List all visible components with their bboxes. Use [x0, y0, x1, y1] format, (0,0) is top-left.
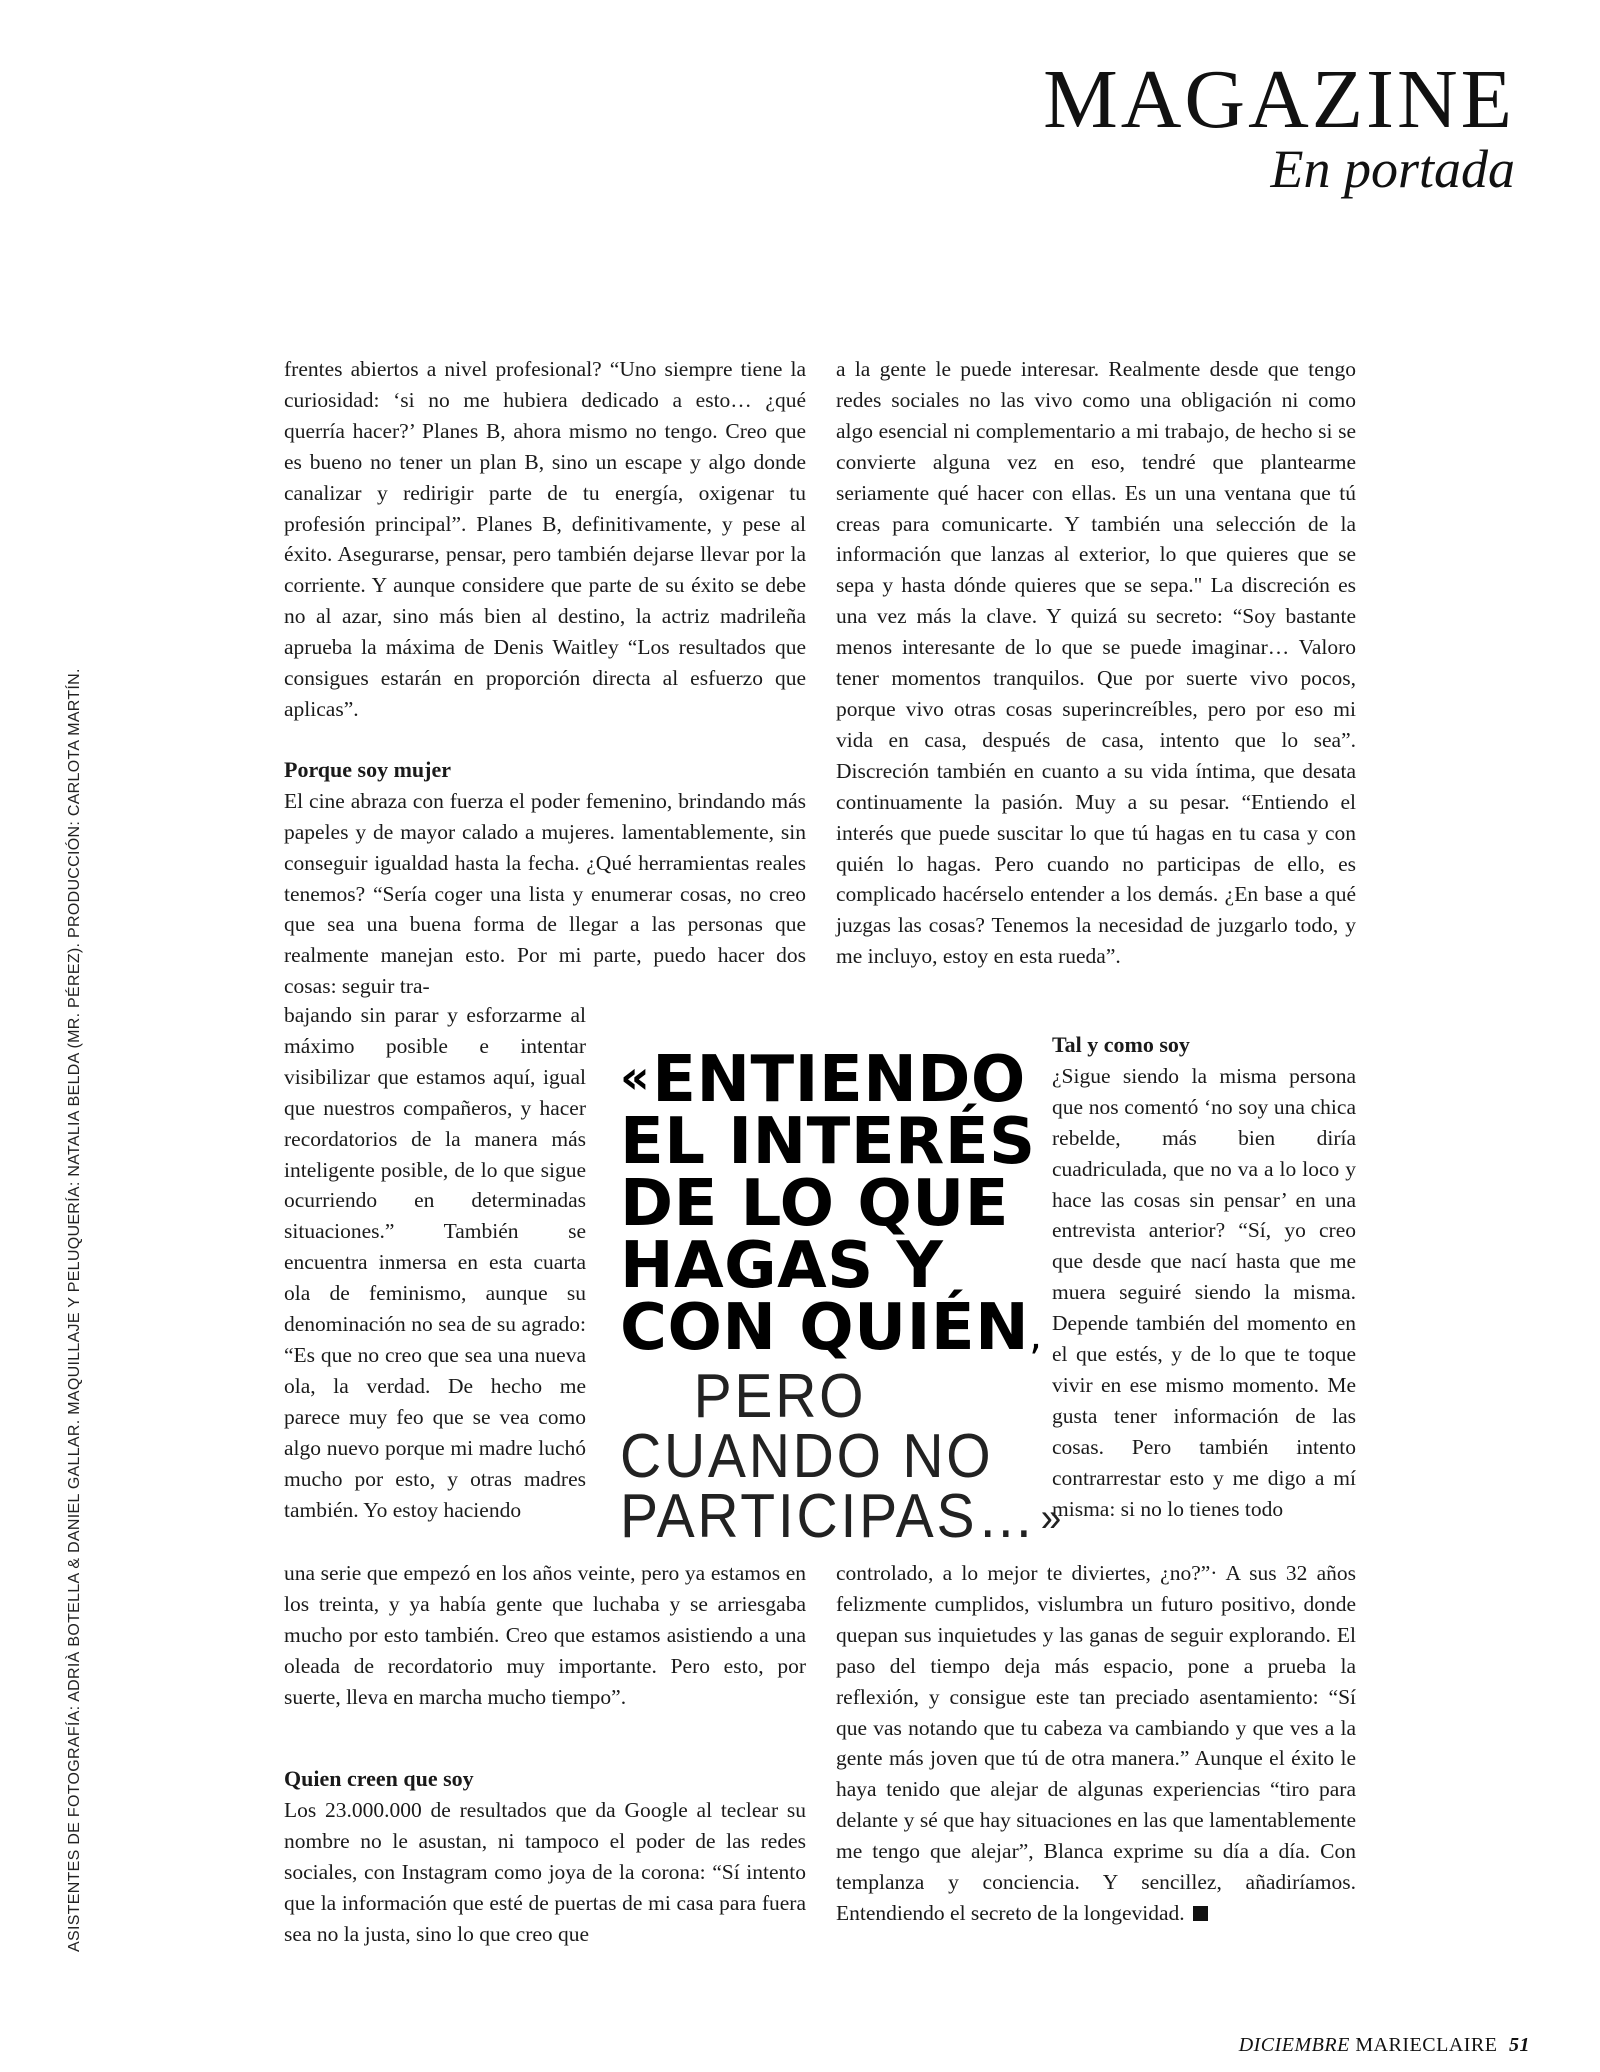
opening-guillemet: « [620, 1050, 651, 1104]
magazine-title: MAGAZINE [1043, 53, 1515, 146]
pull-quote-line: PERO [693, 1362, 867, 1431]
paragraph: El cine abraza con fuerza el poder femenino, brindando más papeles y de mayor calado a mujeres. lamentablemente, sin conseguir igualdad hasta la fecha. ¿Qué herramientas reales tenemos? “Sería coger una lista y enumerar cosas, no creo que sea una buena forma de llegar a las personas que realmente manejan esto. Por mi parte, puedo hacer dos cosas: seguir tra- [284, 788, 806, 999]
pull-quote-line: CUANDO NO [620, 1422, 994, 1491]
magazine-name: MARIECLAIRE [1355, 2034, 1498, 2056]
section-heading: Quien creen que soy [284, 1766, 474, 1791]
paragraph: bajando sin parar y esforzarme al máximo posible e intentar visibilizar que estamos aquí, igual que nuestros compañeros, y hacer recordatorios de la manera más inteligente posible, de lo que sigue ocurriendo en determinadas situaciones.” También se encuentra inmersa en esta cuarta ola de feminismo, aunque su denominación no sea de su agrado: “Es que no creo que sea una nueva ola, la verdad. De hecho me parece muy feo que se vea como algo nuevo porque mi madre luchó mucho por esto, y otras madres también. Yo estoy haciendo [284, 1003, 586, 1522]
pull-quote-line: CON QUIÉN, [620, 1291, 1043, 1365]
paragraph: una serie que empezó en los años veinte, pero ya estamos en los treinta, y ya había gente que luchaba y se arriesgaba mucho por esto también. Creo que estamos asistiendo a una oleada de recordatorio muy importante. Pero esto, por suerte, lleva en marcha mucho tiempo”. [284, 1561, 806, 1709]
pull-quote-line: PARTICIPAS…» [620, 1482, 1064, 1551]
article-column-left-bottom [284, 1558, 806, 1713]
section-title: En portada [1270, 139, 1515, 199]
section-heading: Tal y como soy [1052, 1032, 1190, 1057]
pull-quote-line: HAGAS Y [620, 1229, 944, 1303]
end-mark-icon [1193, 1906, 1208, 1921]
article-column-left-narrow [284, 1000, 586, 1525]
page-number: 51 [1509, 2034, 1530, 2056]
section-heading: Porque soy mujer [284, 756, 452, 782]
issue-month: DICIEMBRE [1238, 2034, 1350, 2056]
article-column-right [836, 354, 1356, 972]
paragraph: ¿Sigue siendo la misma persona que nos comentó ‘no soy una chica rebelde, más bien diría cuadriculada, que no va a lo loco y hace las cosas sin pensar’ en una entrevista anterior? “Sí, yo creo que desde que nací hasta que me muera seguiré siendo la misma. Depende también del momento en el que estés, y de lo que te toque vivir en ese mismo momento. Me gusta tener información de las cosas. Pero también intento contrarrestar esto y me digo a mí misma: si no lo tienes todo [1052, 1063, 1356, 1521]
paragraph: Los 23.000.000 de resultados que da Google al teclear su nombre no le asustan, ni tampoco el poder de las redes sociales, con Instagram como joya de la corona: “Sí intento que la información que esté de puertas de mi casa para fuera sea no la justa, sino lo que creo que [284, 1797, 806, 1946]
pull-quote-line: EL INTERÉS [620, 1105, 1036, 1179]
closing-guillemet: » [1040, 1496, 1064, 1540]
paragraph: frentes abiertos a nivel profesional? “Uno siempre tiene la curiosidad: ‘si no me hubiera dedicado a esto… ¿qué querría hacer?’ Planes B, ahora mismo no tengo. Creo que es bueno no tener un plan B, sino un escape y algo donde canalizar y redirigir parte de tu energía, oxigenar tu profesión principal”. Planes B, definitivamente, y pese al éxito. Asegurarse, pensar, pero también dejarse llevar por la corriente. Y aunque considere que parte de su éxito se debe no al azar, sino más bien al destino, la actriz madrileña aprueba la máxima de Denis Waitley “Los resultados que consigues estarán en proporción directa al esfuerzo que aplicas”. [284, 357, 806, 721]
article-column-left [284, 354, 806, 1002]
photo-credits: ASISTENTES DE FOTOGRAFÍA: ADRIÀ BOTELLA & DANIEL GALLAR. MAQUILLAJE Y PELUQUERÍA: NATALIA BELDA (MR. PÉREZ). PRODUCCIÓN: CARLOTA MARTÍN. [66, 668, 83, 1952]
paragraph: controlado, a lo mejor te diviertes, ¿no?”· A sus 32 años felizmente cumplidos, vislumbra un futuro positivo, donde quepan sus inquietudes y las ganas de seguir explorando. El paso del tiempo deja más espacio, pone a prueba la reflexión, y consigue este tan preciado asentamiento: “Sí que vas notando que tu cabeza va cambiando y que ves a la gente más joven que tú de otra manera.” Aunque el éxito le haya tenido que alejar de algunas experiencias “tiro para delante y sé que hay situaciones en las que lamentablemente me tengo que alejar”, Blanca exprime su día a día. Con templanza y conciencia. Y sencillez, añadiríamos. Entendiendo el secreto de la longevidad. [836, 1561, 1356, 1925]
masthead [1043, 53, 1515, 199]
article-column-right-bottom [836, 1558, 1356, 1929]
pull-quote [620, 1043, 1064, 1551]
paragraph: a la gente le puede interesar. Realmente desde que tengo redes sociales no las vivo como una obligación ni como algo esencial ni complementario a mi trabajo, de hecho si se convierte alguna vez en eso, tendré que plantearme seriamente qué hacer con ellas. Es un una ventana que tú creas para comunicarte. Y también una selección de la información que lanzas al exterior, lo que quieres que se sepa y hasta dónde quieres que se sepa." La discreción es una vez más la clave. Y quizá su secreto: “Soy bastante menos interesante de lo que se puede imaginar… Valoro tener momentos tranquilos. Que por suerte vivo pocos, porque vivo otras cosas superincreíbles, pero por eso mi vida en casa, después de casa, intento que lo sea”. Discreción también en cuanto a su vida íntima, que desata continuamente la pasión. Muy a su pesar. “Entiendo el interés que puede suscitar lo que tú hagas en tu casa y con quién lo hagas. Pero cuando no participas de ello, es complicado hacérselo entender a los demás. ¿En base a qué juzgas las cosas? Tenemos la necesidad de juzgarlo todo, y me incluyo, estoy en esta rueda”. [836, 357, 1356, 969]
pull-quote-line: DE LO QUE [620, 1167, 1009, 1241]
article-column-right-narrow [1052, 1030, 1356, 1525]
article-column-left-end [284, 1764, 806, 1949]
page-footer [1239, 2034, 1530, 2057]
pull-quote-line: «ENTIENDO [620, 1043, 1026, 1117]
